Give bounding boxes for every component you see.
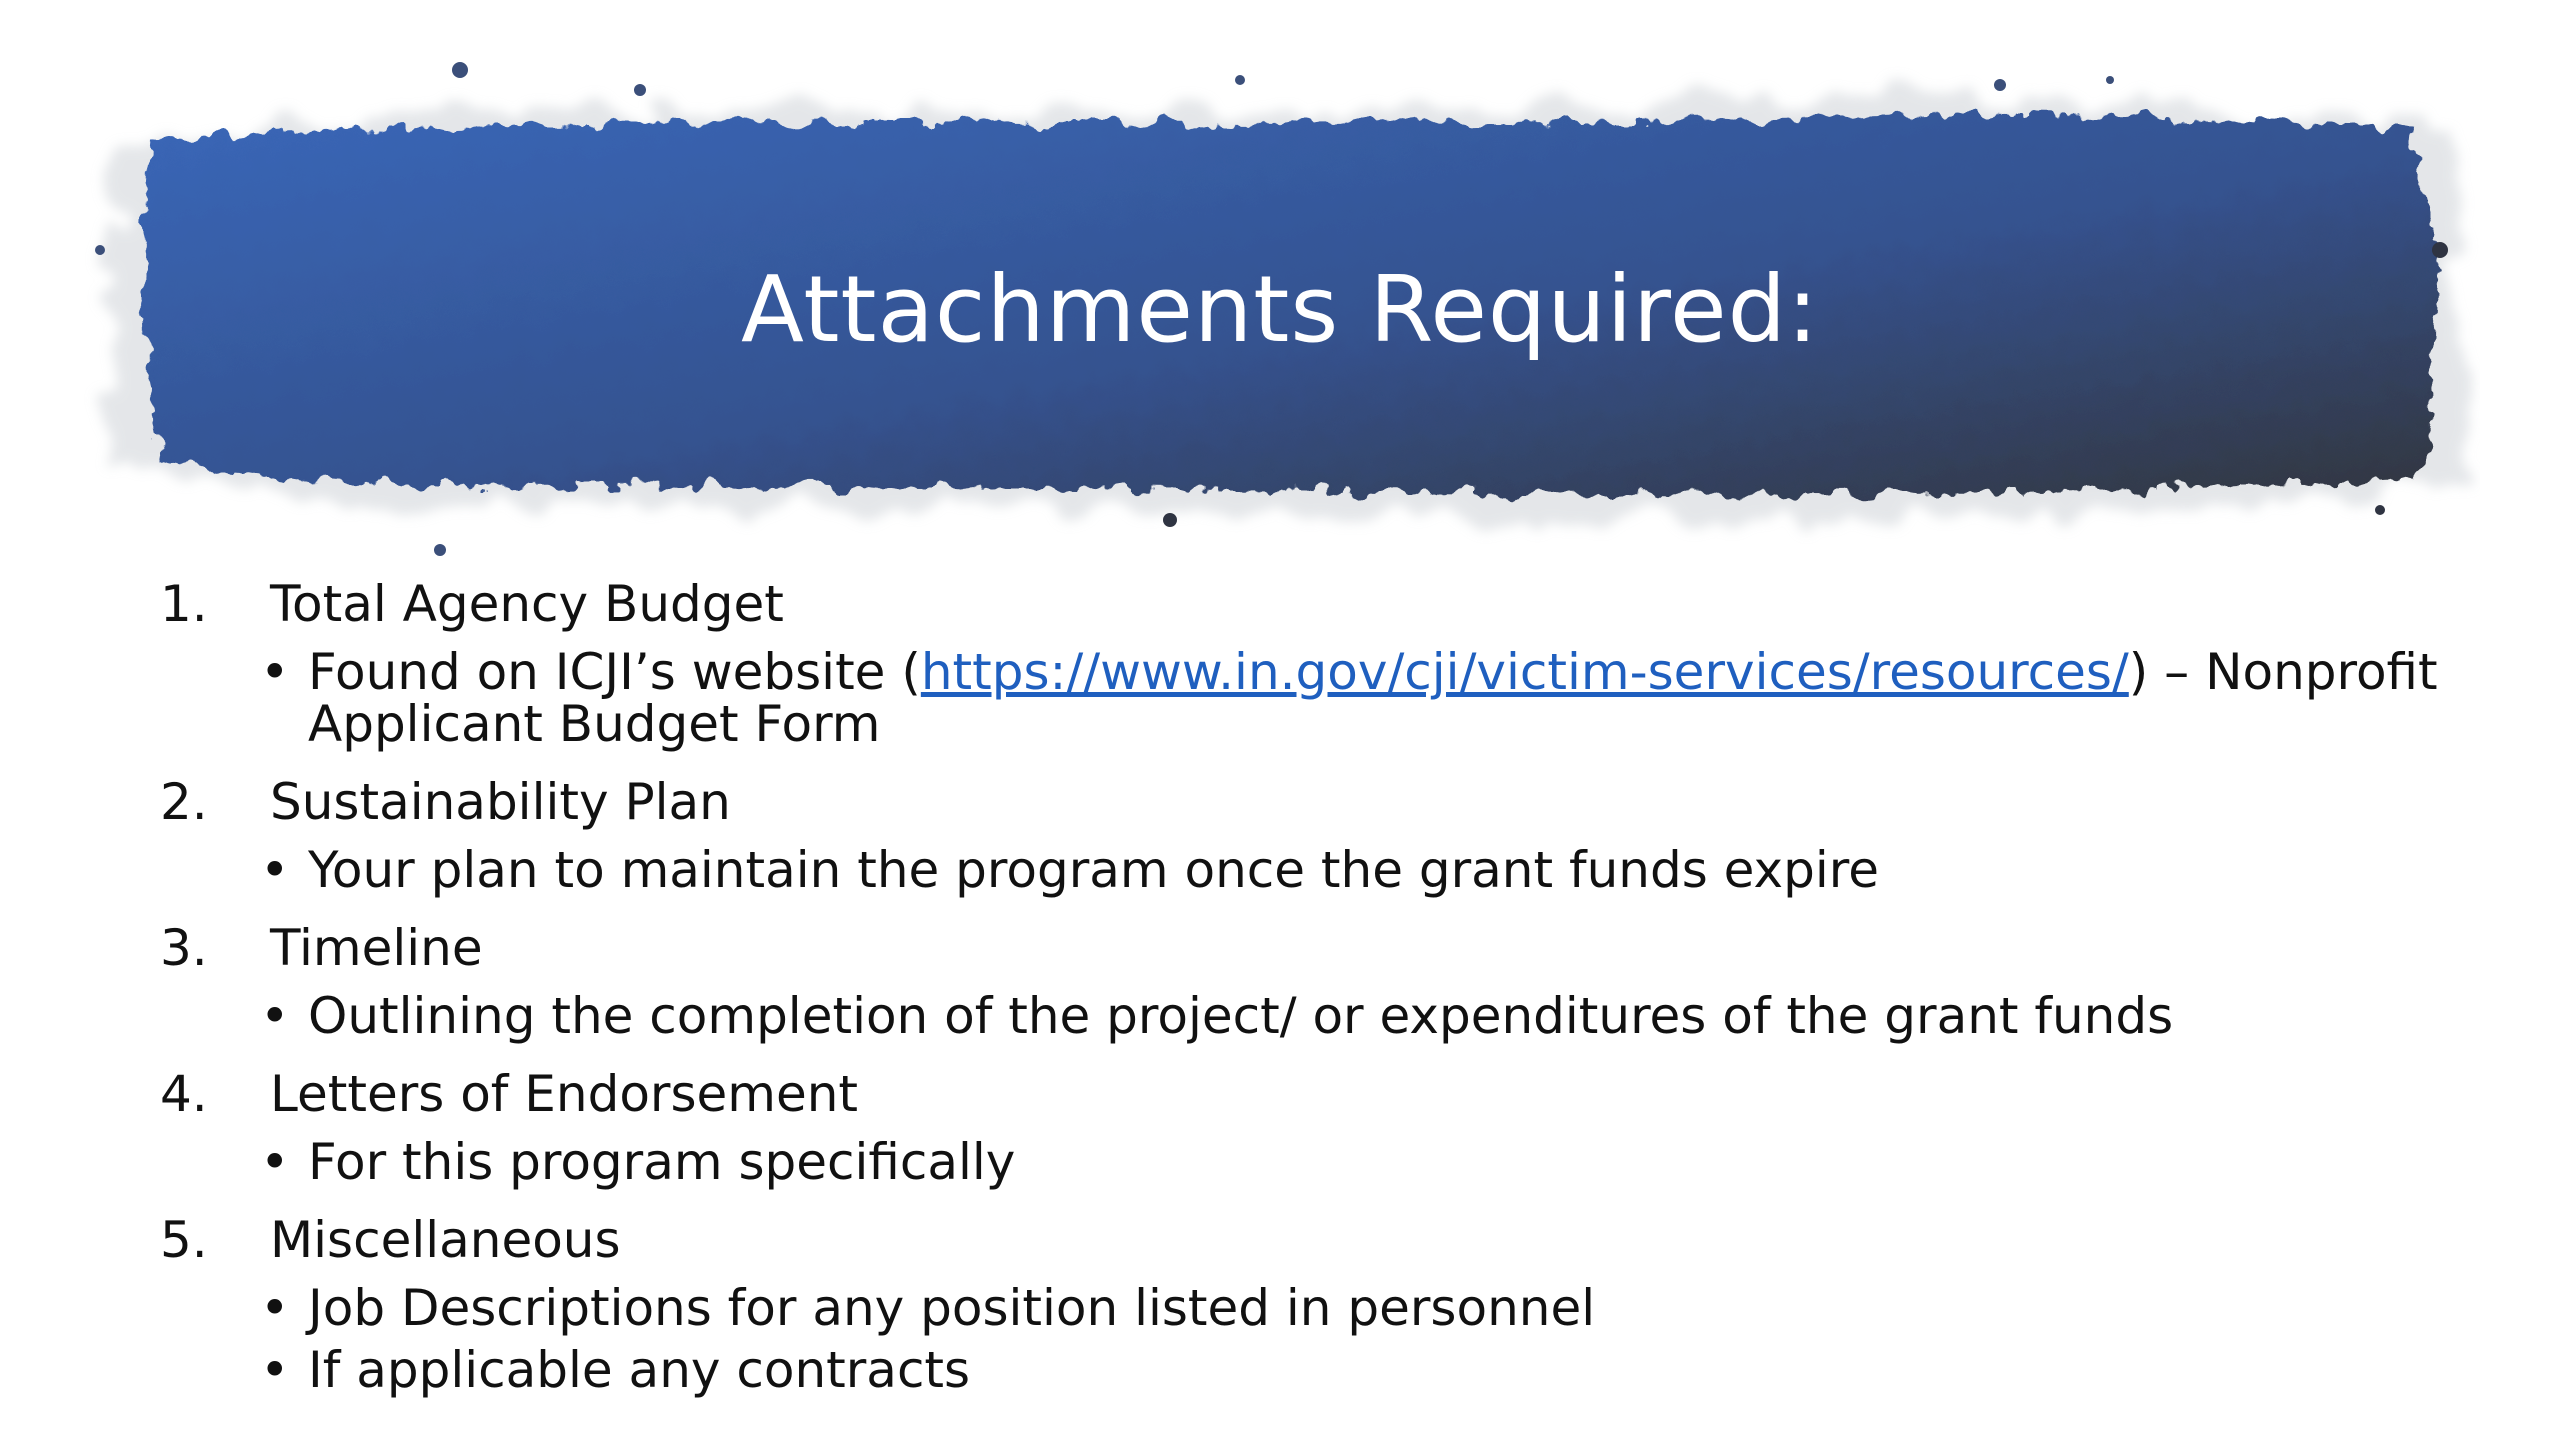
list-item bbox=[160, 770, 2440, 899]
sub-item bbox=[160, 841, 2440, 899]
item-number: 3. bbox=[160, 919, 208, 977]
list-item bbox=[160, 1062, 2440, 1191]
sub-item-text: For this program specifically bbox=[308, 1133, 1016, 1191]
bullet: • bbox=[260, 1133, 290, 1191]
sub-item-text: If applicable any contracts bbox=[308, 1341, 971, 1399]
bullet: • bbox=[260, 1341, 290, 1399]
item-heading: Timeline bbox=[270, 919, 483, 977]
item-heading: Total Agency Budget bbox=[270, 575, 784, 633]
item-number: 4. bbox=[160, 1065, 208, 1123]
item-heading: Miscellaneous bbox=[270, 1211, 621, 1269]
sub-item-text: Outlining the completion of the project/ or expenditures of the grant funds bbox=[308, 987, 2174, 1045]
sub-item-text: Job Descriptions for any position listed in personnel bbox=[308, 1279, 1596, 1337]
item-number: 1. bbox=[160, 575, 208, 633]
list-item bbox=[160, 572, 2440, 753]
sub-item-text-after-link: ) – Nonprofit Applicant Budget Form bbox=[308, 643, 2438, 753]
sub-item-text-before-link: Found on ICJI’s website ( bbox=[308, 643, 921, 701]
bullet: • bbox=[260, 841, 290, 899]
item-number: 5. bbox=[160, 1211, 208, 1269]
bullet: • bbox=[260, 987, 290, 1045]
slide-title: Attachments Required: bbox=[741, 256, 1819, 363]
sub-item bbox=[160, 1279, 2440, 1337]
list-item bbox=[160, 916, 2440, 1045]
list-item bbox=[160, 1208, 2440, 1399]
bullet: • bbox=[260, 1279, 290, 1337]
sub-item bbox=[160, 1133, 2440, 1191]
bullet: • bbox=[260, 643, 290, 701]
sub-item bbox=[160, 643, 2440, 753]
sub-item-text: Your plan to maintain the program once the grant funds expire bbox=[308, 841, 1879, 899]
sub-item bbox=[160, 987, 2440, 1045]
item-number: 2. bbox=[160, 773, 208, 831]
item-heading: Letters of Endorsement bbox=[270, 1065, 859, 1123]
icji-resources-link[interactable]: https://www.in.gov/cji/victim-services/resources/ bbox=[920, 643, 2129, 701]
attachments-list bbox=[160, 572, 2440, 1416]
item-heading: Sustainability Plan bbox=[270, 773, 731, 831]
sub-item bbox=[160, 1341, 2440, 1399]
